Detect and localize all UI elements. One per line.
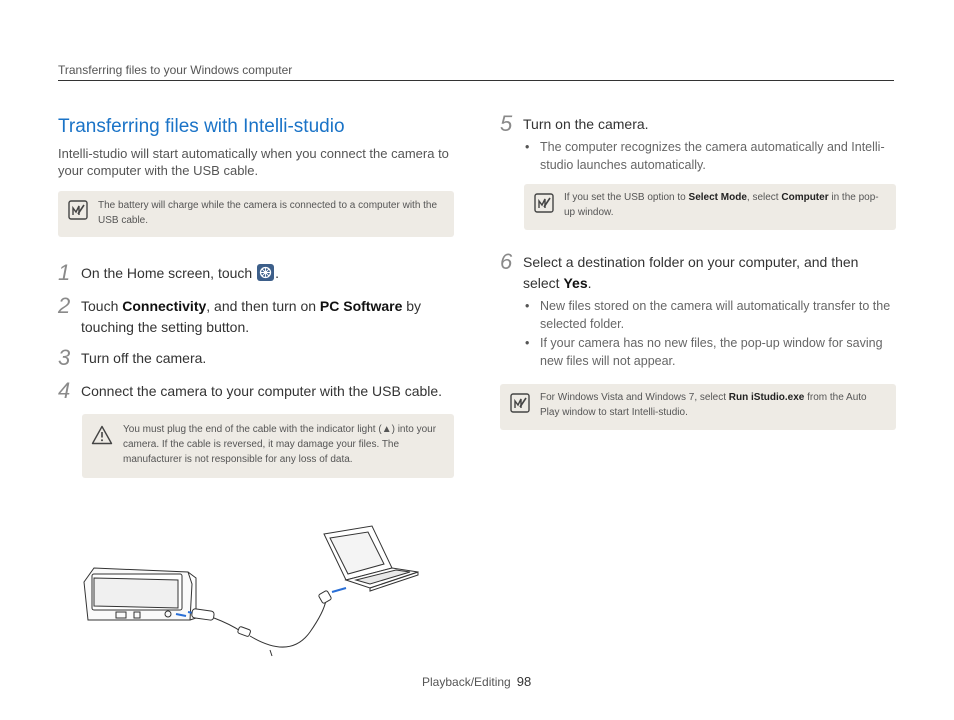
- step-2-text: Touch: [81, 298, 123, 314]
- step-3-text: Turn off the camera.: [81, 350, 207, 366]
- note-text: , select: [746, 192, 782, 203]
- list-item: • If your camera has no new files, the pop-up window for saving new files will not appear.: [523, 334, 896, 370]
- note-text: For Windows Vista and Windows 7, select: [540, 392, 729, 403]
- windows-vista-note: [500, 384, 896, 430]
- running-header: [58, 62, 894, 81]
- step-number: 6: [500, 249, 513, 274]
- run-istudio-label: Run iStudio.exe: [728, 392, 805, 403]
- step-number: 1: [58, 260, 71, 285]
- caution-text: You must plug the end of the cable with the indicator light (: [123, 424, 382, 435]
- caution-note: [82, 414, 454, 478]
- step-5-bullets: [500, 138, 896, 174]
- step-number: 4: [58, 378, 71, 403]
- footer-section: Playback/Editing: [422, 675, 511, 689]
- settings-wheel-icon: [257, 264, 274, 281]
- step-number: 3: [58, 345, 71, 370]
- note-text: in the pop-up window.: [564, 192, 879, 218]
- connectivity-label: Connectivity: [122, 298, 207, 314]
- usb-connection-illustration: [80, 522, 420, 667]
- intro-text: Intelli-studio will start automatically when you connect the camera to your computer with the USB cable.: [58, 146, 449, 178]
- left-column: [58, 112, 454, 478]
- list-item: • New files stored on the camera will automatically transfer to the selected folder.: [523, 297, 896, 333]
- step-number: 2: [58, 293, 71, 318]
- step-6-text: .: [587, 275, 592, 291]
- page-number: 98: [516, 674, 532, 689]
- step-6-text: Select a destination folder on your computer, and then select: [523, 254, 859, 291]
- page-title: Transferring files with Intelli-studio: [58, 116, 345, 137]
- usb-option-note: [524, 184, 896, 230]
- list-item: • The computer recognizes the camera automatically and Intelli-studio launches automatically.: [523, 138, 896, 174]
- battery-note-text: The battery will charge while the camera is connected to a computer with the USB cable.: [98, 200, 438, 226]
- step-2: [58, 293, 454, 338]
- camera-image: [84, 568, 196, 620]
- select-mode-label: Select Mode: [688, 192, 747, 203]
- yes-label: Yes: [563, 275, 588, 291]
- note-text: If you set the USB option to: [564, 192, 689, 203]
- note-icon: [510, 393, 530, 418]
- right-column: [500, 112, 896, 430]
- caution-text: ) into your camera. If the cable is reversed, it may damage your files. The manufacturer is not responsible for any loss of data.: [123, 424, 437, 465]
- usb-cable-image: [176, 588, 346, 656]
- step-6: [500, 249, 896, 294]
- step-5-text: Turn on the camera.: [523, 116, 649, 132]
- computer-label: Computer: [781, 192, 829, 203]
- step-1-text: On the Home screen, touch: [81, 265, 253, 281]
- running-header-text: Transferring files to your Windows computer: [58, 63, 293, 77]
- indicator-triangle: ▲: [381, 424, 392, 435]
- laptop-image: [324, 526, 418, 591]
- battery-note: [58, 191, 454, 237]
- pc-software-label: PC Software: [319, 298, 403, 314]
- step-number: 5: [500, 111, 513, 136]
- note-text: from the Auto Play window to start Intelli-studio.: [540, 392, 867, 418]
- step-2-text: by touching the setting button.: [81, 298, 422, 335]
- note-icon: [534, 193, 554, 218]
- step-1-end: .: [275, 265, 279, 281]
- step-5: [500, 111, 896, 136]
- note-icon: [68, 200, 88, 225]
- warning-icon: [91, 425, 113, 450]
- step-6-bullets: [500, 297, 896, 370]
- step-1: [58, 260, 454, 285]
- step-4: [58, 378, 454, 403]
- step-3: [58, 345, 454, 370]
- step-4-text: Connect the camera to your computer with the USB cable.: [81, 383, 443, 399]
- page-footer: [422, 674, 531, 689]
- step-2-text: , and then turn on: [206, 298, 320, 314]
